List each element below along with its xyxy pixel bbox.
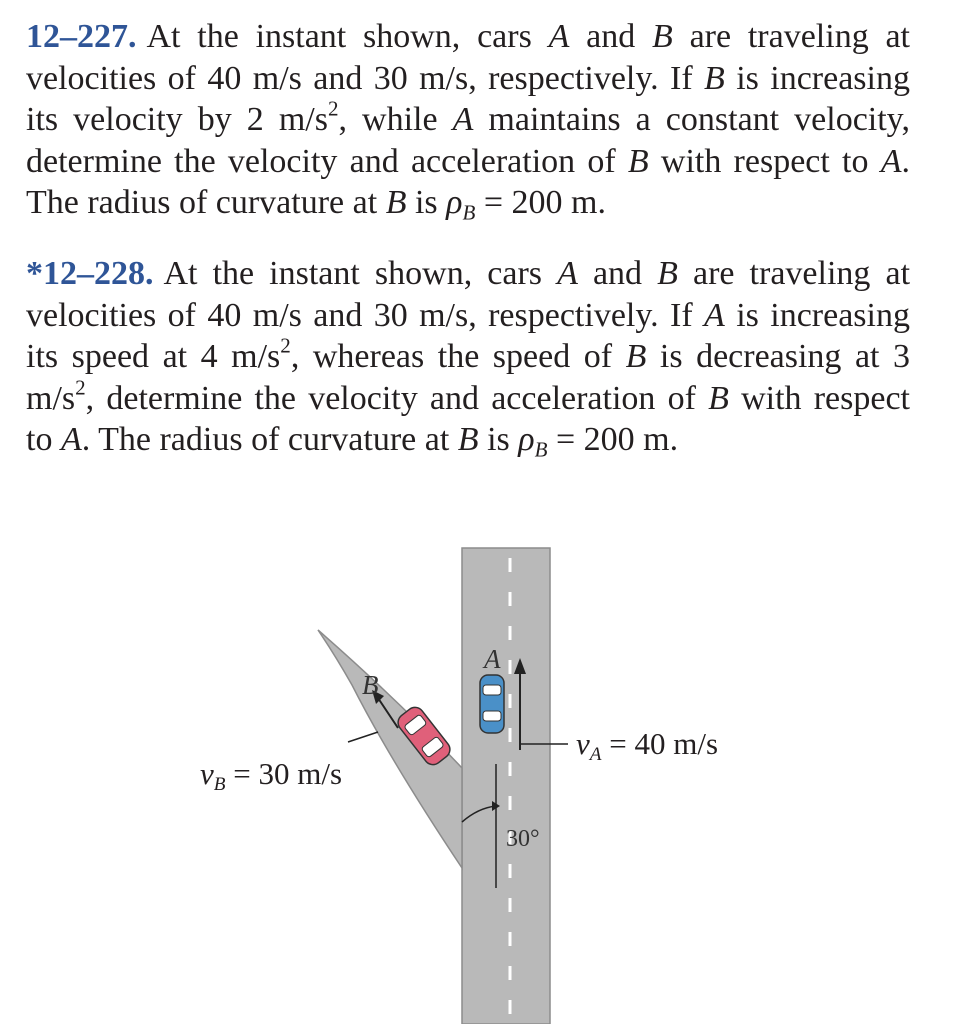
road-diagram [0,470,964,1024]
problem-text [26,18,911,225]
text-segment: B [385,184,407,221]
text-segment: A [548,18,570,55]
car-A-letter: A [484,644,501,674]
text-segment: B [462,200,476,225]
text-segment: A [704,296,725,334]
text-segment: A [880,142,902,180]
angle-label: 30° [506,826,540,852]
problem-12-228 [26,253,910,461]
text-segment: At the instant shown, cars [163,255,558,292]
text-segment: = 200 m. [475,184,606,221]
vB-leader-line [348,732,378,742]
problem-number: *12–228. [26,255,154,292]
text-segment: At the instant shown, cars [146,18,549,55]
vB-label: $v_B = 30$ m/s [200,756,343,795]
text-segment: is increasing its speed at 4 m/s [26,296,910,375]
text-segment: 2 [280,333,291,358]
problem-12-227 [26,16,910,224]
text-segment: B [457,421,479,458]
text-segment: B [625,338,647,375]
main-road [462,548,550,1024]
text-segment: ρ [446,184,463,221]
text-segment: , whereas the speed of [290,338,626,375]
text-segment: A [60,421,82,458]
text-segment: B [708,379,729,417]
text-segment: A [452,101,474,138]
text-segment: B [534,437,548,462]
text-segment: B [657,255,678,292]
text-segment: . The radius of curvature at [81,421,458,458]
text-segment: A [557,255,578,292]
text-segment: B [627,142,649,180]
text-segment: = 200 m. [547,421,679,458]
text-segment: are traveling at velocities of 40 m/s and 30 m/s, respectively. If [26,18,911,97]
text-segment: , determine the velocity and acceleration of [85,379,709,417]
text-segment: ρ [518,421,535,458]
problem-text [26,255,911,462]
car-A [480,675,504,733]
text-segment: B [704,59,725,97]
text-segment: are traveling at velocities of 40 m/s and 30 m/s, respectively. If [26,255,911,334]
text-segment: with respect to [648,142,881,180]
text-segment: , while [338,101,453,138]
text-segment: 2 [327,96,339,121]
text-segment: is increasing its velocity by 2 m/s [26,59,910,138]
text-segment: 2 [75,374,86,399]
text-segment: is decreasing at 3 m/s [26,338,911,417]
text-segment: with respect to [26,379,910,458]
problem-number: 12–227. [26,18,137,55]
text-segment: is [478,421,519,458]
text-segment: and [569,18,653,55]
text-segment: and [577,255,658,292]
road-figure [0,470,964,1024]
text-segment: B [652,18,673,55]
text-segment: maintains a constant velocity, determine the velocity and acceleration of [26,101,910,180]
car-B-letter: B [362,670,379,700]
text-segment: is [406,184,447,221]
vA-label: $v_A = 40$ m/s [576,726,719,765]
text-segment: . The radius of curvature at [26,142,910,221]
